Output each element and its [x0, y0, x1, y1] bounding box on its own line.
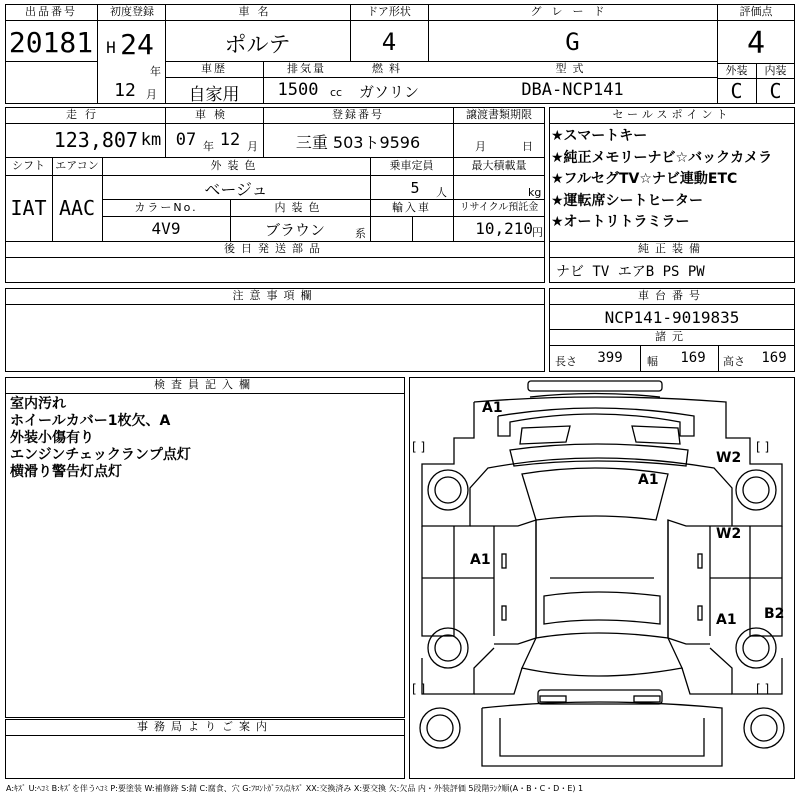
- chassis-number: NCP141-9019835: [604, 308, 740, 327]
- ac-label: エアコン: [55, 159, 99, 172]
- damage-mark-left-front-door: A1: [470, 552, 491, 568]
- damage-mark-right-rear-door: A1: [716, 612, 737, 628]
- ac: AAC: [58, 196, 96, 220]
- office-label: 事務局よりご案内: [137, 720, 273, 733]
- damage-mark-right-front-door: W2: [716, 526, 742, 542]
- score: 4: [746, 26, 766, 61]
- sales-points-list: [551, 126, 795, 234]
- shift: IAT: [10, 196, 47, 220]
- spec-label: 諸元: [655, 330, 689, 343]
- insp-year-unit: 年: [203, 140, 214, 153]
- length-label: 長さ: [555, 355, 577, 368]
- width: 169: [680, 350, 706, 366]
- lot-number: 20181: [8, 26, 94, 59]
- first-reg-label: 初度登録: [110, 5, 154, 18]
- inspector-note-line: エンジンチェックランプ点灯: [10, 447, 191, 463]
- model-label: 型式: [555, 62, 590, 75]
- first-reg-era: H: [106, 38, 116, 57]
- exterior-grade: C: [730, 79, 743, 103]
- fuel: ガソリン: [358, 83, 419, 101]
- inspection-label: 車検: [195, 108, 233, 121]
- bracket-left: [ ]: [412, 440, 426, 454]
- damage-mark-right-fender: W2: [716, 450, 742, 466]
- month-unit: 月: [146, 88, 157, 101]
- ext-color: ベージュ: [204, 180, 268, 199]
- equipment-label: 純正装備: [638, 242, 706, 255]
- plate: 三重 503ト9596: [295, 133, 421, 152]
- damage-mark-right-quarter: B2: [764, 606, 785, 622]
- sales-points-label: セールスポイント: [612, 108, 732, 121]
- width-label: 幅: [647, 355, 658, 368]
- notes-label: 注意事項欄: [232, 289, 318, 302]
- inspector-notes: [10, 396, 191, 481]
- int-color-suffix: 系: [355, 227, 366, 240]
- recycle-label: リサイクル預託金: [459, 202, 539, 213]
- legend-text: A:ｷｽﾞ U:ﾍｺﾐ B:ｷｽﾞを伴うﾍｺﾐ P:要塗装 W:補修跡 S:錆 C:腐食、穴 G:ﾌﾛﾝﾄｶﾞﾗｽ点ｷｽﾞ XX:交換済み X:要交換 欠:欠品 内・外装評価 5段階ﾗﾝｸ順(A・B・C・D・E) 1: [6, 784, 584, 793]
- sales-point-item: ★運転席シートヒーター: [551, 192, 703, 209]
- lot-number-label: 出品番号: [25, 5, 77, 18]
- sales-point-item: ★オートリトラミラー: [551, 214, 690, 230]
- doors: 4: [381, 28, 397, 56]
- inspector-label: 検査員記入欄: [154, 378, 256, 391]
- recycle-unit: 円: [532, 226, 543, 239]
- car-diagram: [409, 377, 795, 779]
- fuel-label: 燃料: [372, 62, 406, 75]
- displacement: 1500: [277, 80, 319, 100]
- first-reg-month: 12: [114, 80, 136, 101]
- car-name: ポルテ: [224, 33, 291, 58]
- int-color-label: 内装色: [274, 201, 326, 214]
- seats-label: 乗車定員: [389, 159, 434, 172]
- seats: 5: [410, 179, 420, 197]
- color-no: 4V9: [151, 219, 181, 238]
- max-load-label: 最大積載量: [471, 159, 527, 172]
- inspector-note-line: ホイールカバー1枚欠、A: [10, 413, 171, 429]
- doors-label: ドア形状: [367, 5, 411, 18]
- interior-grade-label: 内装: [764, 64, 787, 77]
- damage-mark-front-bumper: A1: [482, 400, 503, 416]
- inspector-note-line: 外装小傷有り: [10, 430, 94, 446]
- transfer-month: 月: [475, 140, 486, 153]
- exterior-grade-label: 外装: [725, 64, 748, 77]
- displacement-unit: cc: [330, 86, 343, 99]
- int-color: ブラウン: [264, 221, 325, 239]
- seats-unit: 人: [436, 186, 447, 199]
- color-no-label: カラーNo.: [134, 201, 198, 214]
- height-label: 高さ: [723, 355, 745, 368]
- inspector-note-line: 横滑り警告灯点灯: [10, 464, 122, 480]
- year-unit: 年: [150, 65, 161, 78]
- damage-mark-hood: A1: [638, 472, 659, 488]
- displacement-label: 排気量: [287, 62, 326, 75]
- bracket-left-bottom: [ ]: [412, 682, 426, 696]
- model: DBA-NCP141: [521, 80, 624, 100]
- import-label: 輸入車: [392, 201, 431, 214]
- inspection-year: 07: [175, 130, 197, 150]
- insp-month-unit: 月: [247, 140, 258, 153]
- mileage: 123,807: [53, 128, 138, 152]
- max-load-unit: kg: [528, 186, 542, 199]
- height: 169: [761, 350, 787, 366]
- car-name-label: 車名: [238, 5, 277, 18]
- history: 自家用: [188, 85, 240, 105]
- chassis-label: 車台番号: [638, 289, 706, 302]
- recycle: 10,210: [475, 219, 533, 238]
- transfer-label: 譲渡書類期限: [466, 108, 532, 121]
- interior-grade: C: [769, 79, 782, 103]
- ext-color-label: 外装色: [210, 159, 262, 172]
- bracket-right: [ ]: [756, 440, 770, 454]
- first-reg-year: 24: [120, 28, 154, 61]
- sales-point-item: ★フルセグTV☆ナビ連動ETC: [551, 171, 738, 187]
- grade: G: [565, 28, 580, 56]
- car-outline: [410, 378, 794, 778]
- inspector-note-line: 室内汚れ: [10, 396, 66, 412]
- transfer-day: 日: [522, 140, 533, 153]
- length: 399: [597, 350, 623, 366]
- later-parts-label: 後日発送部品: [224, 242, 326, 255]
- shift-label: シフト: [12, 159, 45, 172]
- mileage-label: 走行: [66, 108, 104, 121]
- equipment-value: ナビ TV エアB PS PW: [556, 264, 705, 280]
- mileage-unit: km: [140, 130, 162, 150]
- sales-point-item: ★純正メモリーナビ☆バックカメラ: [551, 149, 773, 166]
- plate-label: 登録番号: [332, 108, 384, 121]
- inspection-month: 12: [219, 130, 241, 150]
- sales-point-item: ★スマートキー: [551, 128, 648, 144]
- bracket-right-bottom: [ ]: [756, 682, 770, 696]
- score-label: 評価点: [739, 5, 773, 18]
- grade-label: グレード: [530, 5, 615, 18]
- history-label: 車歴: [201, 62, 227, 75]
